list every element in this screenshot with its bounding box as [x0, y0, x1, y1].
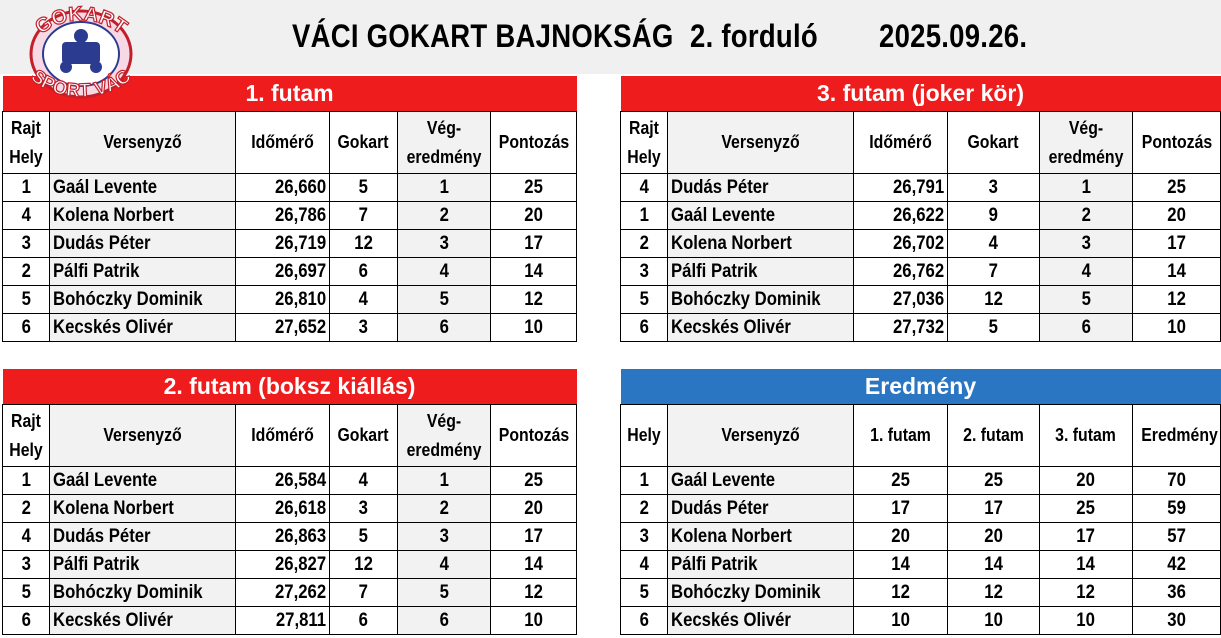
col-versenyzo: Versenyző — [668, 112, 854, 174]
table-row — [621, 467, 1221, 495]
race-1-points: 10 — [854, 607, 948, 635]
kart-number: 9 — [948, 202, 1040, 230]
table-row — [3, 258, 577, 286]
points: 20 — [491, 202, 577, 230]
table-row — [621, 174, 1221, 202]
finish-position: 1 — [398, 174, 491, 202]
finish-position: 4 — [398, 258, 491, 286]
points: 17 — [491, 523, 577, 551]
table-row — [621, 607, 1221, 635]
col-versenyzo: Versenyző — [50, 112, 236, 174]
results-table — [620, 369, 1221, 635]
race-3-points: 17 — [1040, 523, 1133, 551]
driver-name: Kolena Norbert — [50, 202, 236, 230]
finish-position: 5 — [398, 286, 491, 314]
qualifying-time: 26,719 — [236, 230, 330, 258]
total-points: 57 — [1133, 523, 1221, 551]
qualifying-time: 26,660 — [236, 174, 330, 202]
kart-number: 5 — [330, 174, 398, 202]
driver-name: Kecskés Olivér — [668, 607, 854, 635]
col-hely: Hely — [621, 405, 668, 467]
race-1-title: 1. futam — [3, 76, 577, 112]
start-position: 3 — [3, 551, 50, 579]
col-gokart: Gokart — [330, 112, 398, 174]
col-versenyzo: Versenyző — [668, 405, 854, 467]
qualifying-time: 26,622 — [854, 202, 948, 230]
final-place: 4 — [621, 551, 668, 579]
table-row — [3, 467, 577, 495]
race-2-points: 12 — [948, 579, 1040, 607]
qualifying-time: 26,786 — [236, 202, 330, 230]
kart-number: 4 — [330, 286, 398, 314]
race-2-title: 2. futam (boksz kiállás) — [3, 369, 577, 405]
table-row — [621, 202, 1221, 230]
col-vegeredmeny: Vég- eredmény — [398, 405, 491, 467]
points: 12 — [491, 286, 577, 314]
kart-number: 4 — [330, 467, 398, 495]
start-position: 4 — [621, 174, 668, 202]
driver-name: Kecskés Olivér — [50, 314, 236, 342]
finish-position: 1 — [1040, 174, 1133, 202]
start-position: 5 — [621, 286, 668, 314]
col-vegeredmeny: Vég- eredmény — [398, 112, 491, 174]
col-versenyzo: Versenyző — [50, 405, 236, 467]
qualifying-time: 27,732 — [854, 314, 948, 342]
total-points: 42 — [1133, 551, 1221, 579]
table-row — [3, 495, 577, 523]
results-title: Eredmény — [621, 369, 1221, 405]
race-2-table — [2, 369, 577, 635]
col-futam-2: 2. futam — [948, 405, 1040, 467]
finish-position: 2 — [398, 495, 491, 523]
logo-text-bottom: SPORT VÁC — [26, 65, 136, 102]
table-row — [621, 523, 1221, 551]
race-2-points: 10 — [948, 607, 1040, 635]
total-points: 36 — [1133, 579, 1221, 607]
gokart-sport-vac-logo — [14, 4, 148, 102]
points: 25 — [491, 467, 577, 495]
table-row — [621, 314, 1221, 342]
col-futam-1: 1. futam — [854, 405, 948, 467]
start-position: 5 — [3, 286, 50, 314]
kart-number: 4 — [948, 230, 1040, 258]
col-gokart: Gokart — [948, 112, 1040, 174]
finish-position: 5 — [398, 579, 491, 607]
driver-name: Dudás Péter — [50, 230, 236, 258]
qualifying-time: 26,584 — [236, 467, 330, 495]
driver-name: Gaál Levente — [50, 467, 236, 495]
qualifying-time: 26,827 — [236, 551, 330, 579]
points: 10 — [1133, 314, 1221, 342]
final-place: 3 — [621, 523, 668, 551]
driver-name: Bohóczky Dominik — [668, 579, 854, 607]
driver-name: Pálfi Patrik — [50, 258, 236, 286]
table-row — [3, 286, 577, 314]
col-idomero: Időmérő — [236, 405, 330, 467]
points: 14 — [491, 551, 577, 579]
driver-name: Pálfi Patrik — [50, 551, 236, 579]
driver-name: Kolena Norbert — [50, 495, 236, 523]
kart-number: 5 — [948, 314, 1040, 342]
table-row — [621, 286, 1221, 314]
kart-number: 12 — [330, 551, 398, 579]
finish-position: 1 — [398, 467, 491, 495]
points: 17 — [1133, 230, 1221, 258]
race-1-points: 17 — [854, 495, 948, 523]
table-row — [621, 230, 1221, 258]
start-position: 2 — [3, 258, 50, 286]
kart-number: 3 — [948, 174, 1040, 202]
points: 12 — [1133, 286, 1221, 314]
finish-position: 6 — [398, 607, 491, 635]
kart-number: 7 — [330, 579, 398, 607]
driver-name: Gaál Levente — [50, 174, 236, 202]
table-row — [3, 607, 577, 635]
col-futam-3: 3. futam — [1040, 405, 1133, 467]
start-position: 6 — [3, 607, 50, 635]
driver-name: Gaál Levente — [668, 202, 854, 230]
col-pontozas: Pontozás — [1133, 112, 1221, 174]
final-place: 2 — [621, 495, 668, 523]
kart-number: 12 — [330, 230, 398, 258]
table-row — [3, 551, 577, 579]
qualifying-time: 26,702 — [854, 230, 948, 258]
points: 14 — [1133, 258, 1221, 286]
table-row — [621, 579, 1221, 607]
driver-name: Pálfi Patrik — [668, 551, 854, 579]
driver-name: Dudás Péter — [668, 174, 854, 202]
finish-position: 3 — [398, 523, 491, 551]
race-1-points: 12 — [854, 579, 948, 607]
table-row — [3, 230, 577, 258]
finish-position: 3 — [398, 230, 491, 258]
table-row — [621, 495, 1221, 523]
points: 25 — [491, 174, 577, 202]
driver-name: Pálfi Patrik — [668, 258, 854, 286]
qualifying-time: 27,036 — [854, 286, 948, 314]
col-idomero: Időmérő — [236, 112, 330, 174]
total-points: 59 — [1133, 495, 1221, 523]
points: 17 — [491, 230, 577, 258]
kart-number: 5 — [330, 523, 398, 551]
table-row — [621, 551, 1221, 579]
kart-number: 12 — [948, 286, 1040, 314]
col-idomero: Időmérő — [854, 112, 948, 174]
kart-number: 3 — [330, 495, 398, 523]
points: 20 — [491, 495, 577, 523]
kart-number: 7 — [948, 258, 1040, 286]
start-position: 4 — [3, 523, 50, 551]
col-eredmeny: Eredmény — [1133, 405, 1221, 467]
col-rajt-hely: Rajt Hely — [621, 112, 668, 174]
qualifying-time: 26,762 — [854, 258, 948, 286]
driver-name: Kolena Norbert — [668, 230, 854, 258]
col-pontozas: Pontozás — [491, 405, 577, 467]
race-2-points: 17 — [948, 495, 1040, 523]
finish-position: 5 — [1040, 286, 1133, 314]
col-rajt-hely: Rajt Hely — [3, 405, 50, 467]
points: 12 — [491, 579, 577, 607]
race-1-points: 25 — [854, 467, 948, 495]
start-position: 1 — [3, 174, 50, 202]
race-3-points: 20 — [1040, 467, 1133, 495]
driver-name: Gaál Levente — [668, 467, 854, 495]
final-place: 5 — [621, 579, 668, 607]
col-gokart: Gokart — [330, 405, 398, 467]
table-row — [621, 258, 1221, 286]
qualifying-time: 26,618 — [236, 495, 330, 523]
start-position: 6 — [3, 314, 50, 342]
race-3-title: 3. futam (joker kör) — [621, 76, 1221, 112]
table-row — [3, 174, 577, 202]
start-position: 4 — [3, 202, 50, 230]
logo-text-top: GOKART — [31, 4, 131, 39]
race-1-table — [2, 76, 577, 342]
table-row — [3, 523, 577, 551]
start-position: 2 — [3, 495, 50, 523]
points: 10 — [491, 607, 577, 635]
race-1-points: 14 — [854, 551, 948, 579]
kart-number: 6 — [330, 258, 398, 286]
start-position: 5 — [3, 579, 50, 607]
round-label: 2. forduló — [690, 18, 818, 54]
start-position: 3 — [621, 258, 668, 286]
race-2-points: 25 — [948, 467, 1040, 495]
race-3-table — [620, 76, 1221, 342]
qualifying-time: 26,697 — [236, 258, 330, 286]
driver-name: Kecskés Olivér — [668, 314, 854, 342]
points: 25 — [1133, 174, 1221, 202]
final-place: 1 — [621, 467, 668, 495]
driver-name: Kecskés Olivér — [50, 607, 236, 635]
finish-position: 4 — [398, 551, 491, 579]
finish-position: 2 — [1040, 202, 1133, 230]
race-3-points: 14 — [1040, 551, 1133, 579]
race-3-points: 10 — [1040, 607, 1133, 635]
points: 14 — [491, 258, 577, 286]
table-row — [3, 314, 577, 342]
driver-name: Bohóczky Dominik — [50, 579, 236, 607]
col-vegeredmeny: Vég- eredmény — [1040, 112, 1133, 174]
points: 10 — [491, 314, 577, 342]
kart-number: 6 — [330, 607, 398, 635]
col-rajt-hely: Rajt Hely — [3, 112, 50, 174]
finish-position: 4 — [1040, 258, 1133, 286]
qualifying-time: 27,652 — [236, 314, 330, 342]
start-position: 1 — [621, 202, 668, 230]
date-label: 2025.09.26. — [879, 18, 1028, 54]
total-points: 70 — [1133, 467, 1221, 495]
kart-number: 7 — [330, 202, 398, 230]
qualifying-time: 26,791 — [854, 174, 948, 202]
driver-name: Dudás Péter — [50, 523, 236, 551]
col-pontozas: Pontozás — [491, 112, 577, 174]
race-2-points: 14 — [948, 551, 1040, 579]
finish-position: 3 — [1040, 230, 1133, 258]
table-row — [3, 202, 577, 230]
driver-name: Bohóczky Dominik — [50, 286, 236, 314]
points: 20 — [1133, 202, 1221, 230]
finish-position: 6 — [1040, 314, 1133, 342]
start-position: 1 — [3, 467, 50, 495]
qualifying-time: 27,811 — [236, 607, 330, 635]
driver-name: Kolena Norbert — [668, 523, 854, 551]
driver-name: Dudás Péter — [668, 495, 854, 523]
finish-position: 2 — [398, 202, 491, 230]
start-position: 6 — [621, 314, 668, 342]
driver-name: Bohóczky Dominik — [668, 286, 854, 314]
start-position: 3 — [3, 230, 50, 258]
start-position: 2 — [621, 230, 668, 258]
page-title: VÁCI GOKART BAJNOKSÁG — [292, 18, 674, 54]
table-row — [3, 579, 577, 607]
total-points: 30 — [1133, 607, 1221, 635]
qualifying-time: 26,810 — [236, 286, 330, 314]
qualifying-time: 26,863 — [236, 523, 330, 551]
finish-position: 6 — [398, 314, 491, 342]
kart-number: 3 — [330, 314, 398, 342]
race-2-points: 20 — [948, 523, 1040, 551]
final-place: 6 — [621, 607, 668, 635]
race-3-points: 25 — [1040, 495, 1133, 523]
race-1-points: 20 — [854, 523, 948, 551]
qualifying-time: 27,262 — [236, 579, 330, 607]
race-3-points: 12 — [1040, 579, 1133, 607]
